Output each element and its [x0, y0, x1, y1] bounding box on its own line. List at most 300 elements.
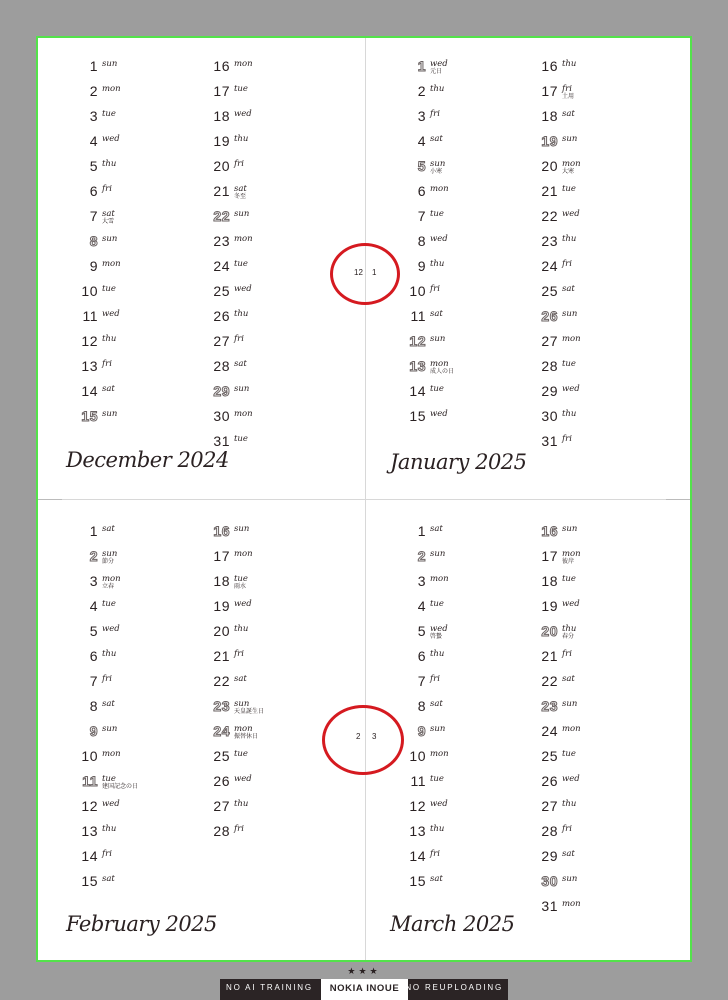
day-of-week: thu [562, 799, 577, 809]
day-row [206, 308, 346, 328]
day-of-week: sun [562, 134, 578, 144]
day-number: 19 [213, 598, 230, 614]
day-of-week: sat [430, 699, 443, 709]
holiday-label: 春分 [562, 634, 575, 640]
day-row [206, 573, 346, 593]
day-of-week: mon [562, 334, 581, 344]
day-of-week: mon [234, 59, 253, 69]
day-row [206, 408, 346, 428]
day-number: 30 [541, 408, 558, 424]
day-row [534, 573, 674, 593]
day-row [206, 383, 346, 403]
day-of-week: mon [430, 574, 449, 584]
day-row [534, 823, 674, 843]
day-of-week: tue [102, 284, 116, 294]
day-of-week: mon [234, 549, 253, 559]
day-number: 24 [541, 258, 558, 274]
day-number: 29 [541, 848, 558, 864]
day-of-week: sat [562, 849, 575, 859]
annotation-circle-top [330, 243, 400, 305]
day-of-week: sun [430, 159, 446, 169]
day-number: 8 [417, 698, 426, 714]
day-row [534, 748, 674, 768]
day-of-week: sat [562, 674, 575, 684]
day-of-week: sun [234, 209, 250, 219]
day-of-week: wed [430, 624, 448, 634]
day-row [206, 548, 346, 568]
footer-left-text: NO AI TRAINING [226, 983, 313, 992]
day-row [534, 408, 674, 428]
day-of-week: sat [234, 359, 247, 369]
day-number: 6 [89, 183, 98, 199]
day-of-week: sat [234, 184, 247, 194]
day-number: 4 [417, 598, 426, 614]
day-number: 27 [541, 333, 558, 349]
day-number: 1 [89, 58, 98, 74]
annotation-text: 1 [372, 268, 377, 277]
day-number: 19 [541, 598, 558, 614]
day-of-week: mon [234, 409, 253, 419]
day-of-week: fri [562, 259, 572, 269]
annotation-text: 3 [372, 732, 377, 741]
month-title-december: December 2024 [66, 448, 229, 472]
day-of-week: tue [102, 774, 116, 784]
day-of-week: sat [234, 674, 247, 684]
day-number: 26 [213, 308, 230, 324]
day-row [534, 548, 674, 568]
day-number: 18 [541, 108, 558, 124]
day-number: 31 [213, 433, 230, 449]
day-number: 23 [541, 233, 558, 249]
day-number: 17 [541, 83, 558, 99]
day-number: 3 [417, 108, 426, 124]
annotation-text: 12 [354, 268, 363, 277]
day-of-week: sat [430, 524, 443, 534]
day-of-week: wed [234, 774, 252, 784]
day-number: 29 [541, 383, 558, 399]
day-row [534, 158, 674, 178]
day-of-week: tue [430, 774, 444, 784]
day-of-week: thu [562, 234, 577, 244]
day-number: 23 [213, 233, 230, 249]
month-title-february: February 2025 [66, 912, 217, 936]
day-of-week: wed [562, 209, 580, 219]
day-of-week: mon [102, 259, 121, 269]
day-of-week: sun [562, 524, 578, 534]
day-of-week: sun [102, 234, 118, 244]
holiday-label: 土用 [562, 94, 575, 100]
day-of-week: thu [562, 409, 577, 419]
annotation-text: 2 [356, 732, 361, 741]
day-number: 25 [541, 283, 558, 299]
day-number: 16 [541, 523, 558, 539]
holiday-label: 大寒 [562, 169, 575, 175]
day-of-week: wed [102, 624, 120, 634]
day-of-week: wed [234, 109, 252, 119]
day-number: 4 [417, 133, 426, 149]
day-number: 7 [89, 208, 98, 224]
day-of-week: thu [430, 84, 445, 94]
day-of-week: thu [234, 799, 249, 809]
day-of-week: sun [102, 549, 118, 559]
day-number: 6 [89, 648, 98, 664]
day-number: 6 [417, 183, 426, 199]
day-of-week: mon [102, 749, 121, 759]
day-number: 5 [417, 158, 426, 174]
day-of-week: tue [430, 384, 444, 394]
day-number: 11 [82, 308, 98, 324]
day-number: 19 [213, 133, 230, 149]
day-of-week: thu [102, 649, 117, 659]
day-row [206, 58, 346, 78]
day-of-week: sun [102, 724, 118, 734]
day-number: 19 [541, 133, 558, 149]
holiday-label: 元日 [430, 69, 443, 75]
day-number: 20 [213, 623, 230, 639]
day-row [534, 233, 674, 253]
day-row [534, 383, 674, 403]
day-number: 7 [417, 673, 426, 689]
day-number: 26 [213, 773, 230, 789]
day-of-week: sat [562, 109, 575, 119]
day-number: 12 [409, 798, 426, 814]
day-number: 9 [89, 258, 98, 274]
holiday-label: 冬至 [234, 194, 247, 200]
day-number: 29 [213, 383, 230, 399]
day-row [206, 158, 346, 178]
day-number: 17 [541, 548, 558, 564]
day-number: 3 [89, 108, 98, 124]
day-number: 8 [89, 233, 98, 249]
day-number: 11 [410, 773, 426, 789]
day-number: 18 [213, 108, 230, 124]
day-row [534, 283, 674, 303]
day-number: 15 [81, 408, 98, 424]
day-number: 4 [89, 133, 98, 149]
day-number: 7 [89, 673, 98, 689]
day-of-week: fri [562, 434, 572, 444]
day-of-week: fri [562, 84, 572, 94]
day-number: 12 [409, 333, 426, 349]
day-of-week: wed [102, 134, 120, 144]
day-row [534, 333, 674, 353]
day-of-week: wed [562, 384, 580, 394]
day-number: 5 [89, 158, 98, 174]
day-of-week: wed [234, 284, 252, 294]
day-of-week: tue [102, 599, 116, 609]
day-row [534, 648, 674, 668]
day-of-week: mon [430, 359, 449, 369]
day-number: 30 [541, 873, 558, 889]
day-of-week: fri [234, 824, 244, 834]
day-of-week: tue [234, 574, 248, 584]
day-number: 18 [213, 573, 230, 589]
day-row [74, 873, 214, 893]
holiday-label: 雨水 [234, 584, 247, 590]
day-row [206, 133, 346, 153]
day-of-week: sun [234, 384, 250, 394]
day-row [534, 848, 674, 868]
day-of-week: wed [430, 409, 448, 419]
day-number: 26 [541, 773, 558, 789]
day-number: 8 [89, 698, 98, 714]
day-of-week: sat [102, 524, 115, 534]
day-row [534, 698, 674, 718]
day-of-week: fri [430, 849, 440, 859]
day-number: 18 [541, 573, 558, 589]
day-number: 3 [417, 573, 426, 589]
day-row [206, 673, 346, 693]
day-of-week: fri [102, 849, 112, 859]
day-number: 24 [213, 258, 230, 274]
month-title-january: January 2025 [390, 450, 527, 474]
day-of-week: tue [562, 184, 576, 194]
day-number: 20 [541, 623, 558, 639]
day-row [206, 623, 346, 643]
day-number: 28 [541, 823, 558, 839]
day-number: 1 [417, 523, 426, 539]
day-row [206, 83, 346, 103]
day-of-week: sun [102, 409, 118, 419]
day-of-week: thu [562, 624, 577, 634]
day-row [534, 723, 674, 743]
day-number: 13 [409, 823, 426, 839]
day-row [206, 333, 346, 353]
day-of-week: fri [234, 159, 244, 169]
day-of-week: sat [430, 874, 443, 884]
day-number: 25 [213, 283, 230, 299]
day-of-week: fri [430, 674, 440, 684]
day-of-week: fri [102, 184, 112, 194]
day-of-week: fri [430, 109, 440, 119]
day-row [534, 598, 674, 618]
day-number: 6 [417, 648, 426, 664]
day-row [534, 523, 674, 543]
day-row [206, 108, 346, 128]
footer-stars: ★★★ [347, 966, 381, 976]
day-row [534, 58, 674, 78]
day-row [534, 673, 674, 693]
day-number: 27 [541, 798, 558, 814]
day-number: 28 [213, 823, 230, 839]
day-number: 21 [541, 648, 558, 664]
day-of-week: thu [430, 259, 445, 269]
day-row [206, 233, 346, 253]
day-of-week: fri [234, 649, 244, 659]
day-of-week: fri [562, 824, 572, 834]
day-number: 20 [541, 158, 558, 174]
day-number: 21 [213, 183, 230, 199]
day-of-week: sun [430, 724, 446, 734]
day-of-week: fri [430, 284, 440, 294]
day-row [534, 898, 674, 918]
day-number: 3 [89, 573, 98, 589]
annotation-circle-bottom [322, 705, 404, 775]
day-row [534, 208, 674, 228]
day-row [534, 83, 674, 103]
day-number: 20 [213, 158, 230, 174]
day-of-week: tue [234, 434, 248, 444]
day-of-week: tue [430, 209, 444, 219]
day-of-week: sun [562, 874, 578, 884]
day-number: 27 [213, 333, 230, 349]
day-of-week: mon [562, 724, 581, 734]
day-number: 28 [541, 358, 558, 374]
day-row [206, 698, 346, 718]
day-of-week: sun [234, 524, 250, 534]
day-row [206, 283, 346, 303]
day-number: 24 [213, 723, 230, 739]
day-number: 10 [409, 748, 426, 764]
day-row [534, 623, 674, 643]
day-row [206, 183, 346, 203]
day-number: 9 [417, 723, 426, 739]
day-of-week: thu [430, 649, 445, 659]
guide-tick-right [666, 499, 690, 500]
day-number: 10 [81, 748, 98, 764]
day-number: 21 [213, 648, 230, 664]
day-number: 16 [541, 58, 558, 74]
day-number: 25 [541, 748, 558, 764]
day-number: 14 [81, 383, 98, 399]
day-number: 10 [409, 283, 426, 299]
day-number: 12 [81, 333, 98, 349]
day-number: 1 [417, 58, 426, 74]
day-row [206, 648, 346, 668]
day-of-week: tue [430, 599, 444, 609]
footer-brand: NOKIA INOUE [321, 979, 408, 1000]
day-of-week: wed [562, 774, 580, 784]
guide-tick-left [38, 499, 62, 500]
day-of-week: mon [562, 899, 581, 909]
day-number: 17 [213, 83, 230, 99]
day-number: 16 [213, 58, 230, 74]
day-number: 9 [417, 258, 426, 274]
day-number: 2 [417, 83, 426, 99]
day-row [206, 358, 346, 378]
day-row [534, 133, 674, 153]
day-of-week: thu [234, 309, 249, 319]
day-number: 30 [213, 408, 230, 424]
day-row [534, 773, 674, 793]
day-number: 14 [81, 848, 98, 864]
day-of-week: sun [234, 699, 250, 709]
day-of-week: thu [234, 134, 249, 144]
day-number: 25 [213, 748, 230, 764]
day-of-week: mon [562, 549, 581, 559]
day-of-week: tue [562, 574, 576, 584]
day-of-week: sun [562, 699, 578, 709]
day-row [534, 258, 674, 278]
day-of-week: mon [430, 749, 449, 759]
day-row [534, 108, 674, 128]
day-number: 4 [89, 598, 98, 614]
day-of-week: thu [102, 159, 117, 169]
day-row [534, 873, 674, 893]
day-number: 7 [417, 208, 426, 224]
day-of-week: mon [102, 574, 121, 584]
day-number: 16 [213, 523, 230, 539]
day-number: 1 [89, 523, 98, 539]
day-number: 5 [89, 623, 98, 639]
day-of-week: thu [102, 824, 117, 834]
day-of-week: wed [430, 59, 448, 69]
day-of-week: mon [234, 234, 253, 244]
day-number: 11 [82, 773, 98, 789]
day-number: 22 [213, 673, 230, 689]
day-number: 2 [89, 548, 98, 564]
day-number: 28 [213, 358, 230, 374]
holiday-label: 彼岸 [562, 559, 575, 565]
day-number: 23 [213, 698, 230, 714]
holiday-label: 大雪 [102, 219, 115, 225]
day-of-week: sat [102, 874, 115, 884]
day-row [534, 308, 674, 328]
holiday-label: 立春 [102, 584, 115, 590]
day-number: 27 [213, 798, 230, 814]
footer-right-text: NO REUPLOADING [405, 983, 503, 992]
day-of-week: sun [102, 59, 118, 69]
day-of-week: sat [102, 699, 115, 709]
day-row [206, 208, 346, 228]
day-of-week: mon [102, 84, 121, 94]
day-number: 22 [213, 208, 230, 224]
day-of-week: sun [430, 334, 446, 344]
day-row [534, 358, 674, 378]
day-of-week: sat [430, 309, 443, 319]
day-number: 15 [409, 873, 426, 889]
day-of-week: sat [430, 134, 443, 144]
day-of-week: tue [102, 109, 116, 119]
day-of-week: thu [562, 59, 577, 69]
day-of-week: tue [234, 749, 248, 759]
day-number: 14 [409, 383, 426, 399]
day-number: 2 [417, 548, 426, 564]
day-row [206, 598, 346, 618]
day-row [206, 798, 346, 818]
day-row [534, 798, 674, 818]
day-of-week: thu [102, 334, 117, 344]
day-number: 11 [410, 308, 426, 324]
day-of-week: mon [562, 159, 581, 169]
holiday-label: 建国記念の日 [102, 784, 139, 790]
day-of-week: sat [102, 384, 115, 394]
day-number: 14 [409, 848, 426, 864]
day-of-week: thu [234, 624, 249, 634]
day-of-week: sat [562, 284, 575, 294]
day-of-week: sun [430, 549, 446, 559]
day-of-week: wed [430, 799, 448, 809]
day-number: 31 [541, 433, 558, 449]
day-of-week: fri [234, 334, 244, 344]
day-row [534, 433, 674, 453]
day-row [206, 823, 346, 843]
day-row [534, 183, 674, 203]
day-number: 10 [81, 283, 98, 299]
day-number: 12 [81, 798, 98, 814]
day-number: 13 [81, 823, 98, 839]
holiday-label: 成人の日 [430, 369, 455, 375]
day-number: 22 [541, 673, 558, 689]
day-number: 17 [213, 548, 230, 564]
day-row [206, 258, 346, 278]
day-number: 31 [541, 898, 558, 914]
footer-bar [220, 979, 508, 1000]
day-of-week: sat [102, 209, 115, 219]
day-row [206, 523, 346, 543]
day-of-week: sun [562, 309, 578, 319]
day-row [206, 773, 346, 793]
